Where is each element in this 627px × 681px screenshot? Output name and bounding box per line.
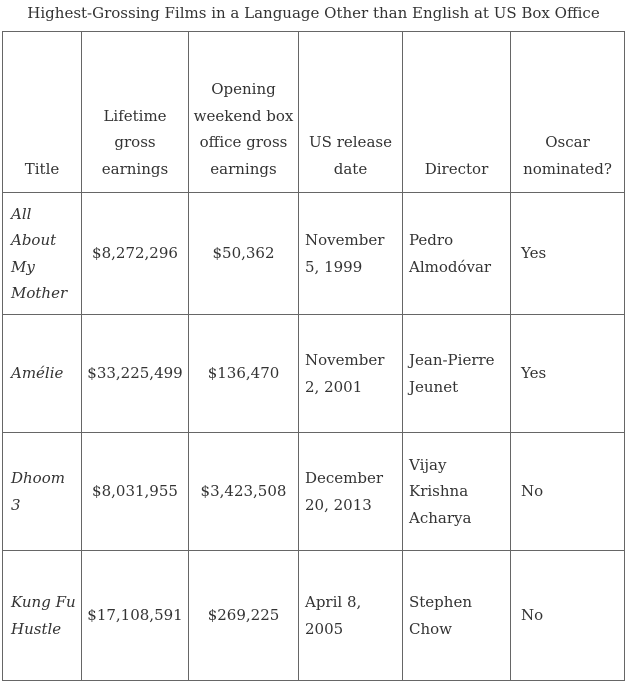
table-row [3,193,625,315]
cell-director: Stephen Chow [403,551,511,681]
cell-director: Vijay Krishna Acharya [403,433,511,551]
header-release-date: US release date [299,32,403,193]
cell-director: Jean-Pierre Jeunet [403,315,511,433]
cell-release-date: November 5, 1999 [299,193,403,315]
cell-title: Dhoom 3 [3,433,82,551]
cell-opening-weekend: $269,225 [189,551,299,681]
cell-title: Amélie [3,315,82,433]
cell-title: Kung Fu Hustle [3,551,82,681]
films-table [2,31,625,681]
table-row [3,433,625,551]
table-row [3,551,625,681]
header-title: Title [3,32,82,193]
header-row [3,32,625,193]
cell-oscar: Yes [511,193,625,315]
header-director: Director [403,32,511,193]
cell-lifetime-gross: $33,225,499 [82,315,189,433]
cell-release-date: April 8, 2005 [299,551,403,681]
cell-opening-weekend: $50,362 [189,193,299,315]
cell-release-date: December 20, 2013 [299,433,403,551]
table-row [3,315,625,433]
cell-director: Pedro Almodóvar [403,193,511,315]
header-opening-weekend: Opening weekend box office gross earnings [189,32,299,193]
cell-lifetime-gross: $17,108,591 [82,551,189,681]
header-lifetime-gross: Lifetime gross earnings [82,32,189,193]
header-oscar: Oscar nominated? [511,32,625,193]
cell-oscar: Yes [511,315,625,433]
cell-opening-weekend: $136,470 [189,315,299,433]
cell-oscar: No [511,551,625,681]
cell-opening-weekend: $3,423,508 [189,433,299,551]
cell-lifetime-gross: $8,031,955 [82,433,189,551]
cell-lifetime-gross: $8,272,296 [82,193,189,315]
cell-oscar: No [511,433,625,551]
cell-release-date: November 2, 2001 [299,315,403,433]
table-caption: Highest-Grossing Films in a Language Other than English at US Box Office [27,4,600,22]
cell-title: All About My Mother [3,193,82,315]
